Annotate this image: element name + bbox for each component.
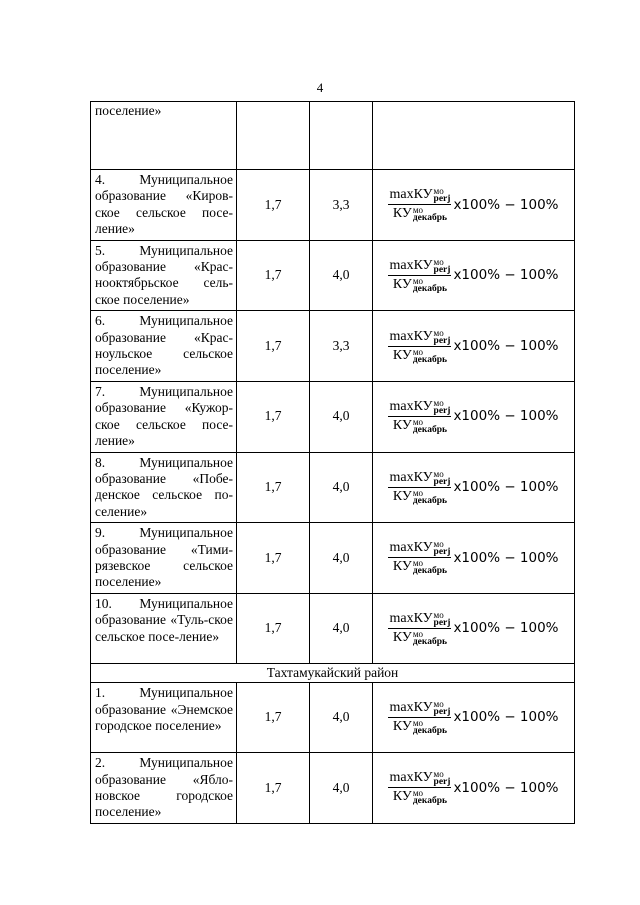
value-cell-2: 4,0 [310,593,373,663]
formula-fraction [388,700,451,735]
formula-tail: x100% − 100% [453,709,559,726]
table-row [91,753,575,824]
formula-denominator: КУ мо декабрь [392,788,448,807]
value-cell-2: 3,3 [310,170,373,241]
municipality-name: 7. Муниципальное образование «Кужор-ское сельское посе-ление» [91,381,237,452]
value-cell-1: 1,7 [237,381,310,452]
value-cell-2: 4,0 [310,523,373,594]
value-cell-1: 1,7 [237,452,310,523]
formula-tail: x100% − 100% [453,620,559,637]
formula-cell [373,753,575,824]
formula-tail: x100% − 100% [453,267,559,284]
formula-fraction [388,770,451,805]
formula [373,258,574,293]
value-cell-1: 1,7 [237,683,310,753]
formula-denominator: КУ мо декабрь [392,275,448,294]
formula [373,770,574,805]
formula-tail: x100% − 100% [453,779,559,796]
municipality-name: 9. Муниципальное образование «Тими-рязевское сельское поселение» [91,523,237,594]
municipality-name: 6. Муниципальное образование «Крас-ноульское сельское поселение» [91,311,237,382]
district-header: Тахтамукайский район [91,663,575,682]
formula-tail: x100% − 100% [453,408,559,425]
formula-cell [373,381,575,452]
value-cell-2: 4,0 [310,240,373,311]
formula-denominator: КУ мо декабрь [392,718,448,737]
formula-numerator: maxКУ мо perj [389,398,451,417]
value-cell-2: 4,0 [310,683,373,753]
formula [373,399,574,434]
value-cell-1: 1,7 [237,170,310,241]
formula-tail: x100% − 100% [453,549,559,566]
formula-denominator: КУ мо декабрь [392,417,448,436]
formula-cell [373,170,575,241]
value-cell-1: 1,7 [237,753,310,824]
page-number: 4 [316,80,324,95]
value-cell-1: 1,7 [237,593,310,663]
municipality-name: 5. Муниципальное образование «Крас-нооктябрьское сель-ское поселение» [91,240,237,311]
formula [373,470,574,505]
formula-fraction [388,399,451,434]
formula-denominator: КУ мо декабрь [392,558,448,577]
formula-numerator: maxКУ мо perj [389,468,451,487]
formula-denominator: КУ мо декабрь [392,346,448,365]
table-row [91,593,575,663]
formula-numerator: maxКУ мо perj [389,699,451,718]
formula-numerator: maxКУ мо perj [389,769,451,788]
value-cell-2: 4,0 [310,753,373,824]
table-row [91,452,575,523]
formula-tail: x100% − 100% [453,479,559,496]
value-cell-2: 4,0 [310,452,373,523]
formula-cell [373,240,575,311]
formula-denominator: КУ мо декабрь [392,628,448,647]
formula-cell [373,593,575,663]
municipality-name: 2. Муниципальное образование «Ябло-новское городское поселение» [91,753,237,824]
formula-numerator: maxКУ мо perj [389,327,451,346]
table-row [91,523,575,594]
formula-denominator: КУ мо декабрь [392,205,448,224]
formula-numerator: maxКУ мо perj [389,256,451,275]
value-cell-1: 1,7 [237,523,310,594]
formula-cell [373,102,575,170]
value-cell-2: 3,3 [310,311,373,382]
value-cell-1 [237,102,310,170]
value-cell-2: 4,0 [310,381,373,452]
formula-fraction [388,470,451,505]
formula [373,700,574,735]
formula-fraction [388,611,451,646]
table-row [91,102,575,170]
value-cell-1: 1,7 [237,311,310,382]
municipality-name: 8. Муниципальное образование «Побе-денское сельское по-селение» [91,452,237,523]
formula [373,611,574,646]
formula-numerator: maxКУ мо perj [389,539,451,558]
value-cell-1: 1,7 [237,240,310,311]
table-row [91,683,575,753]
table-row [91,170,575,241]
formula-fraction [388,258,451,293]
district-header-row [91,663,575,682]
table-row [91,311,575,382]
municipality-name: 4. Муниципальное образование «Киров-ское сельское посе-ление» [91,170,237,241]
municipality-name: 1. Муниципальное образование «Энемское городское поселение» [91,683,237,753]
formula-fraction [388,329,451,364]
table-row [91,381,575,452]
formula [373,540,574,575]
formula-cell [373,452,575,523]
formula-fraction [388,540,451,575]
formula-denominator: КУ мо декабрь [392,487,448,506]
formula [373,329,574,364]
formula-fraction [388,187,451,222]
value-cell-2 [310,102,373,170]
formula-numerator: maxКУ мо perj [389,609,451,628]
tariff-table [90,101,575,824]
municipality-name: 10. Муниципальное образование «Туль-ское сельское посе-ление» [91,593,237,663]
formula-cell [373,683,575,753]
formula-tail: x100% − 100% [453,196,559,213]
formula-tail: x100% − 100% [453,337,559,354]
formula-cell [373,523,575,594]
formula-numerator: maxКУ мо perj [389,186,451,205]
formula [373,187,574,222]
municipality-name: поселение» [91,102,237,170]
formula-cell [373,311,575,382]
table-row [91,240,575,311]
